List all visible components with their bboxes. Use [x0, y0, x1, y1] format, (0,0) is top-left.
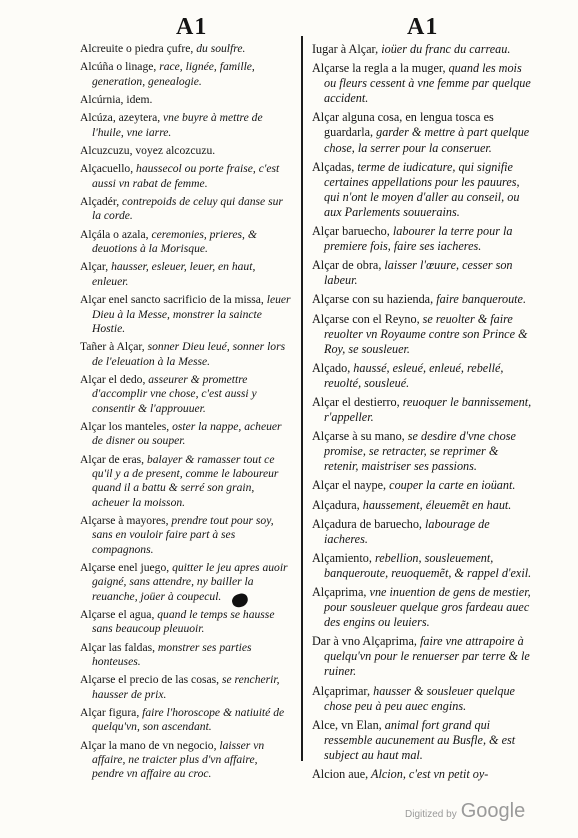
entry-headword: Alçaprimar, [312, 683, 371, 698]
dictionary-entry [80, 228, 292, 257]
entry-definition: balayer & ramasser tout ce qu'il y a de present, comme le laboureur quand il a battu & serré son grain, acheuer la moisson. [92, 452, 279, 509]
entry-headword: Alçar la mano de vn negocio, [80, 738, 217, 752]
dictionary-entry [80, 42, 292, 56]
entry-definition: se rencherir, hausser de prix. [92, 673, 280, 701]
entry-headword: Alçar los manteles, [80, 419, 170, 433]
entry-headword: Alçarse con el Reyno, [312, 311, 420, 326]
entry-headword: Alçadér, [80, 195, 120, 209]
dictionary-entry [312, 42, 532, 57]
entry-definition: quitter le jeu apres auoir gaigné, sans attendre, ny bailler la reuanche, joüer à coupecul. [92, 561, 288, 603]
dictionary-entry [312, 361, 532, 391]
entry-headword: Alçarse à su mano, [312, 429, 405, 444]
entry-headword: Alçar figura, [80, 706, 140, 720]
entry-headword: Alcreuite o piedra çufre, [80, 42, 194, 55]
entry-headword: Alçadas, [312, 159, 355, 174]
entry-definition: faire vne attrapoire à quelqu'vn pour le renuerser par terre & le ruiner. [324, 634, 530, 679]
digitization-watermark [405, 800, 525, 823]
entry-definition: haussé, esleué, enleué, rebellé, reuolté, sousleué. [324, 360, 504, 390]
entry-headword: Alçadura de baruecho, [312, 516, 422, 531]
entry-definition: prendre tout pour soy, sans en vouloir faire part à ses compagnons. [92, 513, 274, 556]
entry-headword: Alçarse la regla a la muger, [312, 61, 446, 76]
dictionary-entry [80, 453, 292, 510]
dictionary-entry [312, 110, 532, 155]
dictionary-entry [312, 292, 532, 307]
dictionary-entry [312, 160, 532, 220]
entry-definition: ioüer du franc du carreau. [378, 42, 511, 56]
entry-headword: Iugar à Alçar, [312, 42, 379, 56]
entry-definition: asseurer & promettre d'accomplir vne chose, c'est aussi y consentir & l'approuuer. [92, 372, 257, 415]
dictionary-entry [80, 340, 292, 369]
entry-headword: Alcuzcuzu, voyez alcozcuzu. [80, 144, 216, 158]
entry-headword: Alcúña o linage, [80, 60, 157, 74]
dictionary-entry [80, 293, 292, 336]
dictionary-entry [312, 585, 532, 630]
entry-headword: Alçar baruecho, [312, 224, 390, 239]
entry-definition: sonner Dieu leué, sonner lors de l'eleuation à la Messe. [92, 340, 286, 368]
entry-headword: Alçar las faldas, [80, 640, 156, 654]
entry-definition: quand le temps se hausse sans beaucoup pleuuoir. [92, 608, 275, 636]
entry-definition: animal fort grand qui ressemble aucunement au Busfle, & est subject au haut mal. [324, 717, 516, 762]
dictionary-entry [312, 429, 532, 474]
entry-definition: race, lignée, famille, generation, genealogie. [92, 60, 255, 88]
entry-definition: contrepoids de celuy qui danse sur la corde. [92, 195, 283, 223]
entry-definition: reuoquer le bannissement, r'appeller. [324, 394, 532, 425]
entry-headword: Alçar de eras, [80, 452, 145, 466]
dictionary-entry [80, 144, 292, 158]
dictionary-entry [312, 634, 532, 679]
entry-headword: Alçaprima, [312, 585, 367, 599]
entry-definition: haussement, éleuemẽt en haut. [359, 497, 512, 512]
entry-headword: Alçar alguna cosa, en lengua tosca es guardarla, [312, 110, 494, 140]
dictionary-entry [312, 258, 532, 288]
dictionary-entry [312, 517, 532, 547]
dictionary-entry [312, 767, 532, 782]
right-column [312, 42, 532, 786]
entry-definition: vne buyre à mettre de l'huile, vne iarre. [92, 111, 263, 139]
entry-headword: Alçar el dedo, [80, 372, 146, 386]
entry-definition: hausser & sousleuer quelque chose peu à peu auec engins. [324, 683, 515, 713]
dictionary-entry [80, 260, 292, 289]
dictionary-entry [312, 684, 532, 714]
entry-definition: garder & mettre à part quelque chose, la serrer pour la conseruer. [324, 125, 530, 155]
page-header-right: A1 [407, 14, 439, 40]
entry-definition: rebellion, sousleuement, banqueroute, reuoquemẽt, & rappel d'exil. [324, 550, 532, 580]
entry-definition: vne inuention de gens de mestier, pour sousleuer quelque gros fardeau auec des engins ou leuiers. [324, 585, 531, 630]
dictionary-entry [80, 93, 292, 107]
entry-headword: Alçacuello, [80, 162, 134, 176]
dictionary-entry [80, 739, 292, 782]
entry-definition: leuer Dieu à la Messe, monstrer la saincte Hostie. [92, 293, 291, 335]
entry-definition: se desdire d'vne chose promise, se retracter, se reprimer & retenir, maistriser ses passions. [324, 429, 516, 474]
entry-headword: Alçála o azala, [80, 227, 149, 241]
entry-headword: Alçarse enel juego, [80, 561, 170, 574]
entry-definition: laisser vn affaire, ne traicter plus d'vn affaire, pendre vn affaire au croc. [92, 738, 265, 781]
entry-definition: oster la nappe, acheuer de disner ou souper. [92, 419, 282, 448]
column-divider [301, 36, 303, 761]
entry-headword: Dar à vno Alçaprima, [312, 634, 417, 649]
entry-headword: Alçar de obra, [312, 258, 382, 273]
entry-headword: Alce, vn Elan, [312, 717, 382, 732]
dictionary-entry [312, 312, 532, 357]
entry-definition: Alcion, c'est vn petit oy- [368, 767, 489, 782]
entry-definition: du soulfre. [193, 42, 246, 55]
entry-headword: Alcúza, azeytera, [80, 111, 161, 125]
dictionary-entry [80, 373, 292, 416]
entry-headword: Alçar, [80, 260, 109, 274]
dictionary-entry [80, 608, 292, 637]
dictionary-entry [312, 61, 532, 106]
dictionary-entry [312, 478, 532, 493]
dictionary-entry [312, 224, 532, 254]
dictionary-entry [80, 706, 292, 735]
entry-headword: Alçarse el precio de las cosas, [80, 673, 220, 687]
entry-headword: Alçarse el agua, [80, 608, 155, 622]
entry-definition: laisser l'œuure, cesser son labeur. [324, 258, 513, 288]
dictionary-entry [80, 111, 292, 140]
entry-definition: hausser, esleuer, leuer, en haut, enleuer. [92, 260, 256, 288]
entry-definition: monstrer ses parties honteuses. [92, 640, 252, 669]
entry-definition: couper la carte en ioüant. [386, 478, 516, 493]
entry-headword: Alçado, [312, 360, 351, 375]
entry-headword: Alçarse con su hazienda, [312, 292, 434, 307]
dictionary-entry [80, 420, 292, 449]
entry-definition: labourer la terre pour la premiere fois, faire ses iacheres. [324, 224, 513, 254]
watermark-prefix: Digitized by [405, 809, 457, 820]
dictionary-entry [312, 498, 532, 513]
dictionary-entry [312, 551, 532, 581]
dictionary-entry [80, 561, 292, 604]
entry-definition: ceremonies, prieres, & deuotions à la Morisque. [92, 227, 257, 256]
entry-headword: Alçar el naype, [312, 478, 387, 493]
dictionary-entry [80, 673, 292, 702]
dictionary-entry [80, 514, 292, 557]
dictionary-entry [80, 195, 292, 224]
dictionary-entry [312, 395, 532, 425]
entry-headword: Alçadura, [312, 497, 360, 512]
entry-definition: faire l'horoscope & natiuité de quelqu'vn, son ascendant. [92, 706, 285, 734]
page-header-left: A1 [176, 14, 208, 40]
entry-headword: Alcúrnia, idem. [80, 93, 153, 107]
entry-headword: Alçamiento, [312, 550, 372, 565]
watermark-brand: Google [460, 800, 526, 822]
entry-definition: quand les mois ou fleurs cessent à vne femme par quelque accident. [324, 61, 531, 106]
entry-headword: Alçar el destierro, [312, 394, 400, 409]
entry-definition: haussecol ou porte fraise, c'est aussi vn rabat de femme. [92, 162, 280, 190]
dictionary-entry [80, 162, 292, 191]
entry-headword: Alçar enel sancto sacrificio de la missa, [80, 293, 264, 307]
dictionary-entry [312, 718, 532, 763]
left-column [80, 42, 292, 786]
entry-headword: Alçarse à mayores, [80, 513, 169, 527]
dictionary-entry [80, 641, 292, 670]
entry-definition: faire banqueroute. [433, 292, 527, 307]
entry-headword: Alcion aue, [312, 767, 369, 782]
entry-definition: labourage de iacheres. [324, 516, 490, 546]
entry-headword: Tañer à Alçar, [80, 340, 145, 354]
dictionary-entry [80, 60, 292, 89]
entry-definition: terme de iudicature, qui signifie certaines appellations pour les pauures, qui n'ont le moyen d'aller au conseil, ou aux Parlements souuerains. [324, 159, 520, 219]
entry-definition: se reuolter & faire reuolter vn Royaume contre son Prince & Roy, se sousleuer. [324, 311, 528, 356]
